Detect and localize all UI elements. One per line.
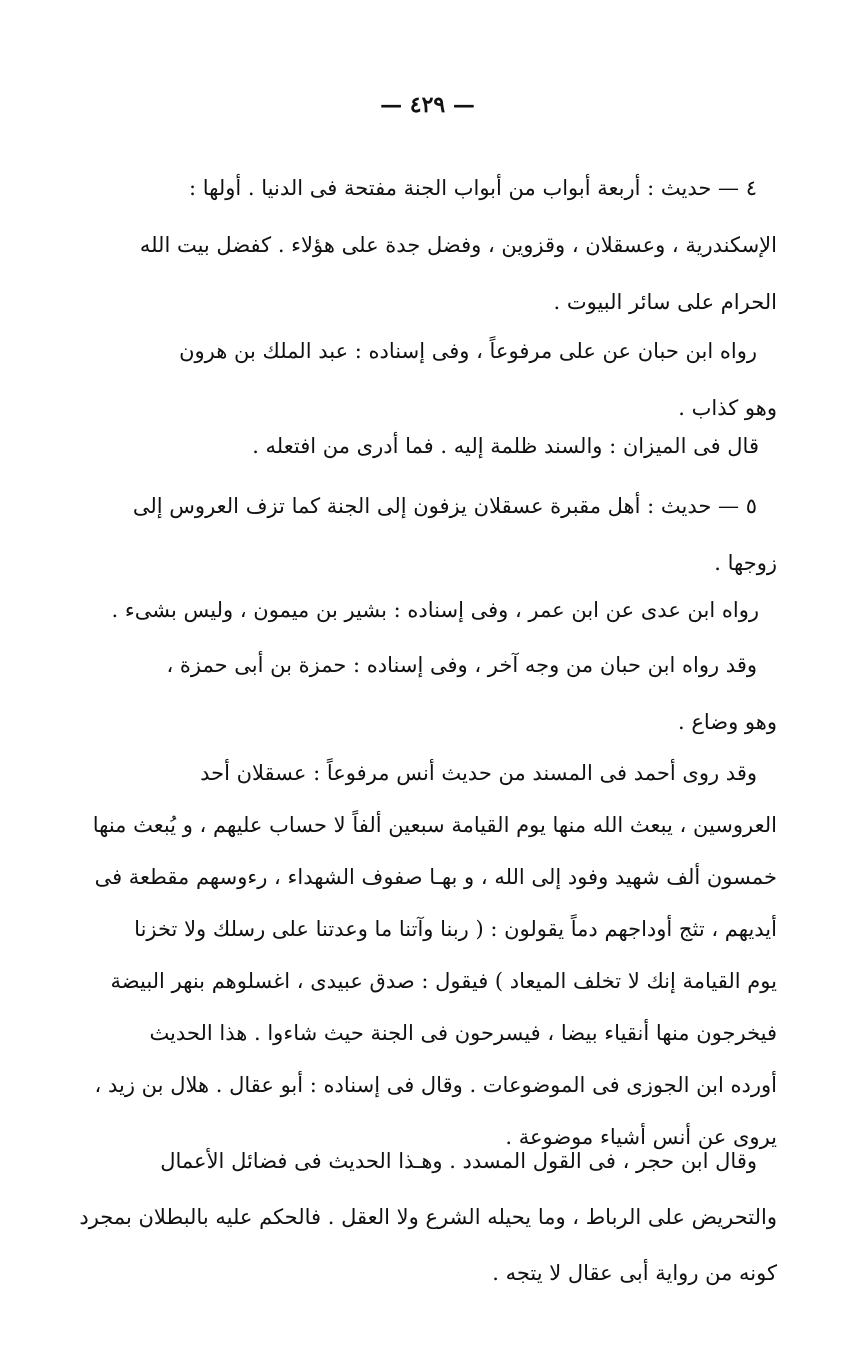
text-line: خمسون ألف شهيد وفود إلى الله ، و بهـا صفوف الشهداء ، رءوسهم مقطعة فى: [94, 865, 777, 889]
text-line: وهو وضاع .: [678, 710, 777, 734]
text-line: رواه ابن حبان عن على مرفوعاً ، وفى إسناده : عبد الملك بن هرون: [179, 339, 757, 363]
hadith-5-narration-paragraph: [75, 588, 777, 632]
text-line: العروسين ، يبعث الله منها يوم القيامة سبعين ألفاً لا حساب عليهم ، و يُبعث منها: [92, 813, 777, 837]
text-line: ٥ — حديث : أهل مقبرة عسقلان يزفون إلى الجنة كما تزف العروس إلى: [132, 494, 757, 518]
ahmad-musnad-paragraph: [75, 747, 777, 1163]
text-line: وقال ابن حجر ، فى القول المسدد . وهـذا الحديث فى فضائل الأعمال: [160, 1149, 757, 1173]
text-line: أورده ابن الجوزى فى الموضوعات . وقال فى إسناده : أبو عقال . هلال بن زيد ،: [94, 1073, 777, 1097]
hadith-4-paragraph: [75, 160, 777, 331]
text-line: أيديهم ، تثج أوداجهم دماً يقولون : ( ربنا وآتنا ما وعدتنا على رسلك ولا تخزنا: [134, 917, 777, 941]
text-line: فيخرجون منها أنقياء بيضا ، فيسرحون فى الجنة حيث شاءوا . هذا الحديث: [149, 1021, 777, 1045]
text-line: ٤ — حديث : أربعة أبواب من أبواب الجنة مفتحة فى الدنيا . أولها :: [189, 176, 757, 200]
mizan-comment-paragraph: [75, 424, 777, 468]
text-line: وقد روى أحمد فى المسند من حديث أنس مرفوعاً : عسقلان أحد: [200, 761, 757, 785]
hadith-5-paragraph: [75, 478, 777, 592]
text-line: كونه من رواية أبى عقال لا يتجه .: [492, 1261, 777, 1285]
text-line: الإسكندرية ، وعسقلان ، وقزوين ، وفضل جدة على هؤلاء . كفضل بيت الله: [139, 233, 777, 257]
ibn-hajar-paragraph: [75, 1133, 777, 1301]
text-line: وقد رواه ابن حبان من وجه آخر ، وفى إسناده : حمزة بن أبى حمزة ،: [166, 653, 757, 677]
text-line: والتحريض على الرباط ، وما يحيله الشرع ولا العقل . فالحكم عليه بالبطلان بمجرد: [79, 1205, 777, 1229]
text-line: زوجها .: [714, 551, 777, 575]
text-line: الحرام على سائر البيوت .: [553, 290, 777, 314]
text-line: قال فى الميزان : والسند ظلمة إليه . فما أدرى من افتعله .: [252, 434, 759, 458]
text-line: يروى عن أنس أشياء موضوعة .: [505, 1125, 777, 1149]
text-line: وهو كذاب .: [678, 396, 777, 420]
hadith-5-second-narration-paragraph: [75, 637, 777, 751]
page-number: — ٤٢٩ —: [380, 92, 475, 118]
text-line: رواه ابن عدى عن ابن عمر ، وفى إسناده : بشير بن ميمون ، وليس بشىء .: [111, 598, 759, 622]
text-line: يوم القيامة إنك لا تخلف الميعاد ) فيقول : صدق عبيدى ، اغسلوهم بنهر البيضة: [110, 969, 777, 993]
hadith-4-narration-paragraph: [75, 323, 777, 437]
